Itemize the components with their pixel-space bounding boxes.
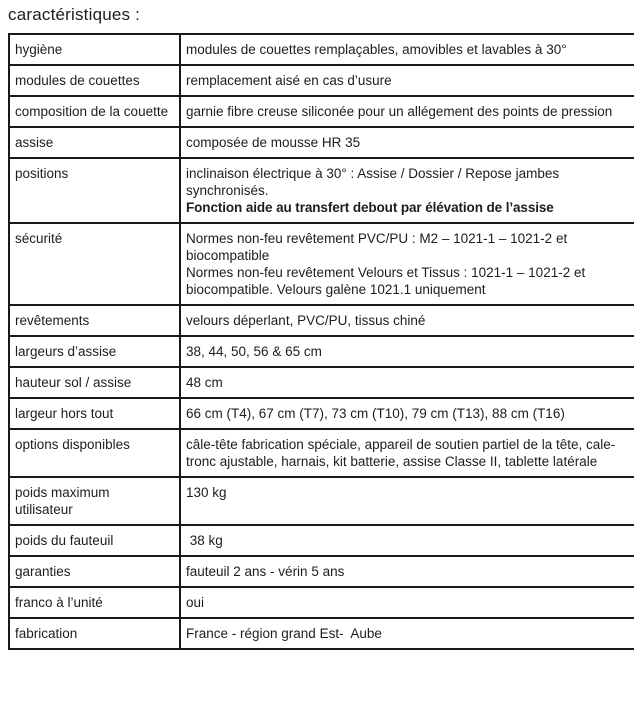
- spec-label-cell: composition de la couette: [9, 96, 180, 127]
- spec-value-line: 66 cm (T4), 67 cm (T7), 73 cm (T10), 79 cm (T13), 88 cm (T16): [186, 406, 565, 421]
- table-row: [9, 223, 634, 305]
- spec-label-cell: franco à l’unité: [9, 587, 180, 618]
- spec-value-line: fauteuil 2 ans - vérin 5 ans: [186, 564, 345, 579]
- spec-value-cell: [180, 65, 634, 96]
- table-row: [9, 398, 634, 429]
- spec-label-cell: garanties: [9, 556, 180, 587]
- spec-value-cell: [180, 34, 634, 65]
- table-row: [9, 34, 634, 65]
- spec-value-cell: [180, 223, 634, 305]
- spec-label-cell: assise: [9, 127, 180, 158]
- table-row: [9, 556, 634, 587]
- spec-value-cell: [180, 429, 634, 477]
- table-row: [9, 525, 634, 556]
- characteristics-table-body: [9, 34, 634, 649]
- spec-value-line: 130 kg: [186, 485, 227, 500]
- spec-label-cell: poids maximum utilisateur: [9, 477, 180, 525]
- spec-value-cell: [180, 398, 634, 429]
- table-row: [9, 305, 634, 336]
- spec-value-line: composée de mousse HR 35: [186, 135, 361, 150]
- table-row: [9, 367, 634, 398]
- spec-value-cell: [180, 477, 634, 525]
- spec-value-cell: [180, 587, 634, 618]
- spec-value-line: 38, 44, 50, 56 & 65 cm: [186, 344, 322, 359]
- spec-label-cell: poids du fauteuil: [9, 525, 180, 556]
- spec-label-cell: largeurs d’assise: [9, 336, 180, 367]
- spec-value-cell: [180, 556, 634, 587]
- table-row: [9, 336, 634, 367]
- characteristics-table: [8, 33, 634, 650]
- spec-value-cell: [180, 127, 634, 158]
- spec-label-cell: positions: [9, 158, 180, 223]
- spec-value-line: inclinaison électrique à 30° : Assise / Dossier / Repose jambes synchronisés.: [186, 166, 563, 198]
- table-row: [9, 65, 634, 96]
- spec-value-line: 48 cm: [186, 375, 223, 390]
- spec-value-cell: [180, 158, 634, 223]
- spec-label-cell: revêtements: [9, 305, 180, 336]
- spec-value-cell: [180, 305, 634, 336]
- table-row: [9, 96, 634, 127]
- spec-value-line: 38 kg: [186, 533, 223, 548]
- spec-label-cell: hygiène: [9, 34, 180, 65]
- spec-label-cell: modules de couettes: [9, 65, 180, 96]
- spec-value-line: oui: [186, 595, 205, 610]
- table-row: [9, 158, 634, 223]
- spec-value-line: Normes non-feu revêtement PVC/PU : M2 – 1021-1 – 1021-2 et biocompatible: [186, 231, 571, 263]
- page-title: caractéristiques :: [8, 5, 141, 24]
- table-row: [9, 477, 634, 525]
- spec-value-line: remplacement aisé en cas d’usure: [186, 73, 392, 88]
- spec-label-cell: options disponibles: [9, 429, 180, 477]
- table-row: [9, 618, 634, 649]
- spec-value-line: velours déperlant, PVC/PU, tissus chiné: [186, 313, 426, 328]
- spec-label-cell: largeur hors tout: [9, 398, 180, 429]
- spec-value-cell: [180, 367, 634, 398]
- spec-value-cell: [180, 525, 634, 556]
- spec-value-line: Fonction aide au transfert debout par élévation de l’assise: [186, 200, 554, 215]
- spec-value-cell: [180, 618, 634, 649]
- spec-value-line: Normes non-feu revêtement Velours et Tissus : 1021-1 – 1021-2 et biocompatible. Velours galène 1021.1 uniquement: [186, 265, 589, 297]
- table-row: [9, 429, 634, 477]
- spec-label-cell: fabrication: [9, 618, 180, 649]
- spec-label-cell: sécurité: [9, 223, 180, 305]
- table-row: [9, 587, 634, 618]
- spec-value-line: France - région grand Est- Aube: [186, 626, 382, 641]
- spec-value-cell: [180, 336, 634, 367]
- spec-value-line: câle-tête fabrication spéciale, appareil de soutien partiel de la tête, cale-tronc ajustable, harnais, kit batterie, assise Classe II, tablette latérale: [186, 437, 616, 469]
- spec-value-cell: [180, 96, 634, 127]
- spec-value-line: garnie fibre creuse siliconée pour un allégement des points de pression: [186, 104, 613, 119]
- table-row: [9, 127, 634, 158]
- spec-label-cell: hauteur sol / assise: [9, 367, 180, 398]
- spec-value-line: modules de couettes remplaçables, amovibles et lavables à 30°: [186, 42, 567, 57]
